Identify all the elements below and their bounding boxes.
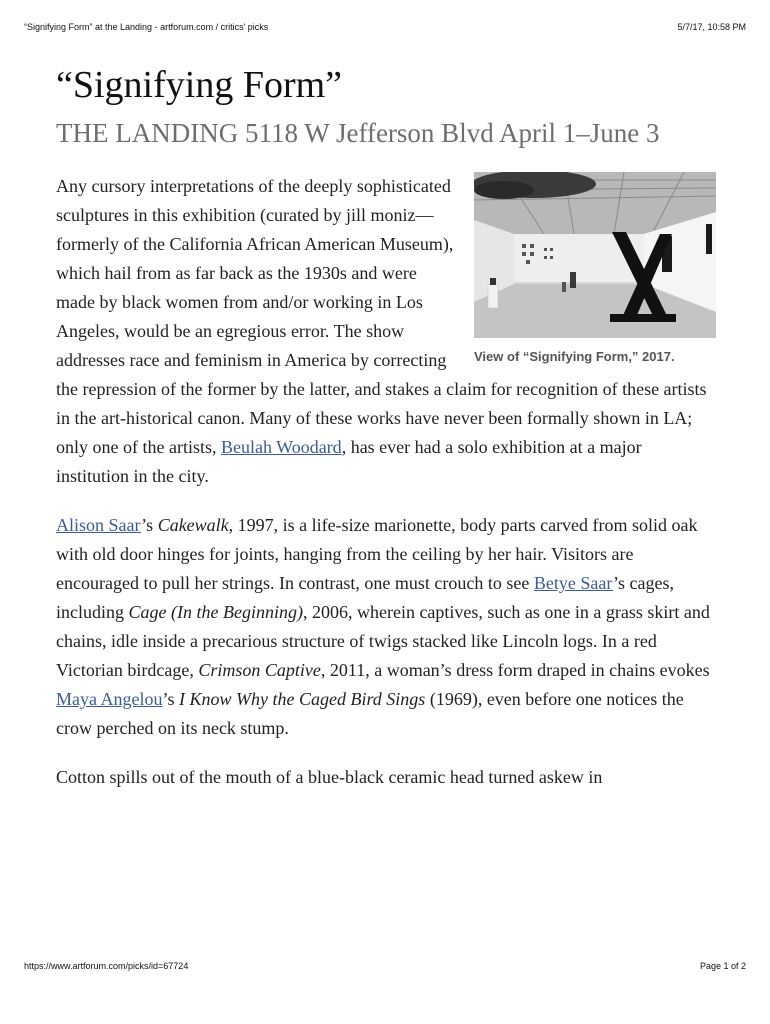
p2-text-7: (1969), even before one notices the crow perched on its neck stump.: [56, 689, 684, 738]
p2-text-1: ’s: [141, 515, 158, 535]
p2-work-cakewalk: Cakewalk: [157, 515, 229, 535]
link-maya-angelou[interactable]: Maya Angelou: [56, 689, 163, 709]
paragraph-2: [56, 511, 716, 743]
article-subtitle: THE LANDING 5118 W Jefferson Blvd April 1–June 3: [56, 118, 660, 148]
p2-text-3: ’s cages, including: [56, 573, 674, 622]
p2-text-6: ’s: [162, 689, 179, 709]
print-header-datetime: 5/7/17, 10:58 PM: [677, 22, 746, 32]
figure-caption: View of “Signifying Form,” 2017.: [474, 349, 675, 364]
p1-text-a: Any cursory interpretations of the deeply sophisticated sculptures in this exhibition (curated by jill moniz—formerly of the California African American Museum), which hail from as far back as the 1930s and were made by black women from and/or working in Los Angeles, would be an egregious error. The show addresses race and feminism in America by correcting the repression of the former by the latter, and stakes a claim for recognition of these artists in the art-historical canon. Many of these works have never been formally shown in LA; only one of the artists,: [56, 176, 707, 457]
link-alison-saar[interactable]: Alison Saar: [56, 515, 142, 535]
p2-text-2: , 1997, is a life-size marionette, body parts carved from solid oak with old door hinges for joints, hanging from the ceiling by her hair. Visitors are encouraged to pull her strings. In contrast, one must crouch to see: [56, 515, 698, 593]
p2-work-crimson-captive: Crimson Captive: [198, 660, 321, 680]
print-header: [24, 22, 746, 32]
paragraph-3: Cotton spills out of the mouth of a blue-black ceramic head turned askew in: [56, 767, 603, 787]
article-body: [56, 172, 716, 792]
p2-work-caged-bird: I Know Why the Caged Bird Sings: [179, 689, 426, 709]
exhibition-photo: [474, 172, 716, 338]
article-title: “Signifying Form”: [56, 64, 343, 106]
p2-text-4: , 2006, wherein captives, such as one in a grass skirt and chains, idle inside a precarious structure of twigs stacked like Lincoln logs. In a red Victorian birdcage,: [56, 602, 710, 680]
p2-text-5: , 2011, a woman’s dress form draped in chains evokes: [320, 660, 710, 680]
exhibition-figure: [474, 172, 716, 366]
article: [56, 62, 716, 812]
page-url: https://www.artforum.com/picks/id=67724: [24, 961, 189, 971]
print-header-title: “Signifying Form” at the Landing - artforum.com / critics' picks: [24, 22, 269, 32]
p1-text-b: , has ever had a solo exhibition at a major institution in the city.: [56, 437, 642, 486]
link-beulah-woodard[interactable]: Beulah Woodard: [220, 437, 342, 457]
print-footer: [24, 961, 746, 971]
p2-work-cage: Cage (In the Beginning): [128, 602, 303, 622]
link-betye-saar[interactable]: Betye Saar: [533, 573, 614, 593]
page-number: Page 1 of 2: [699, 961, 746, 971]
